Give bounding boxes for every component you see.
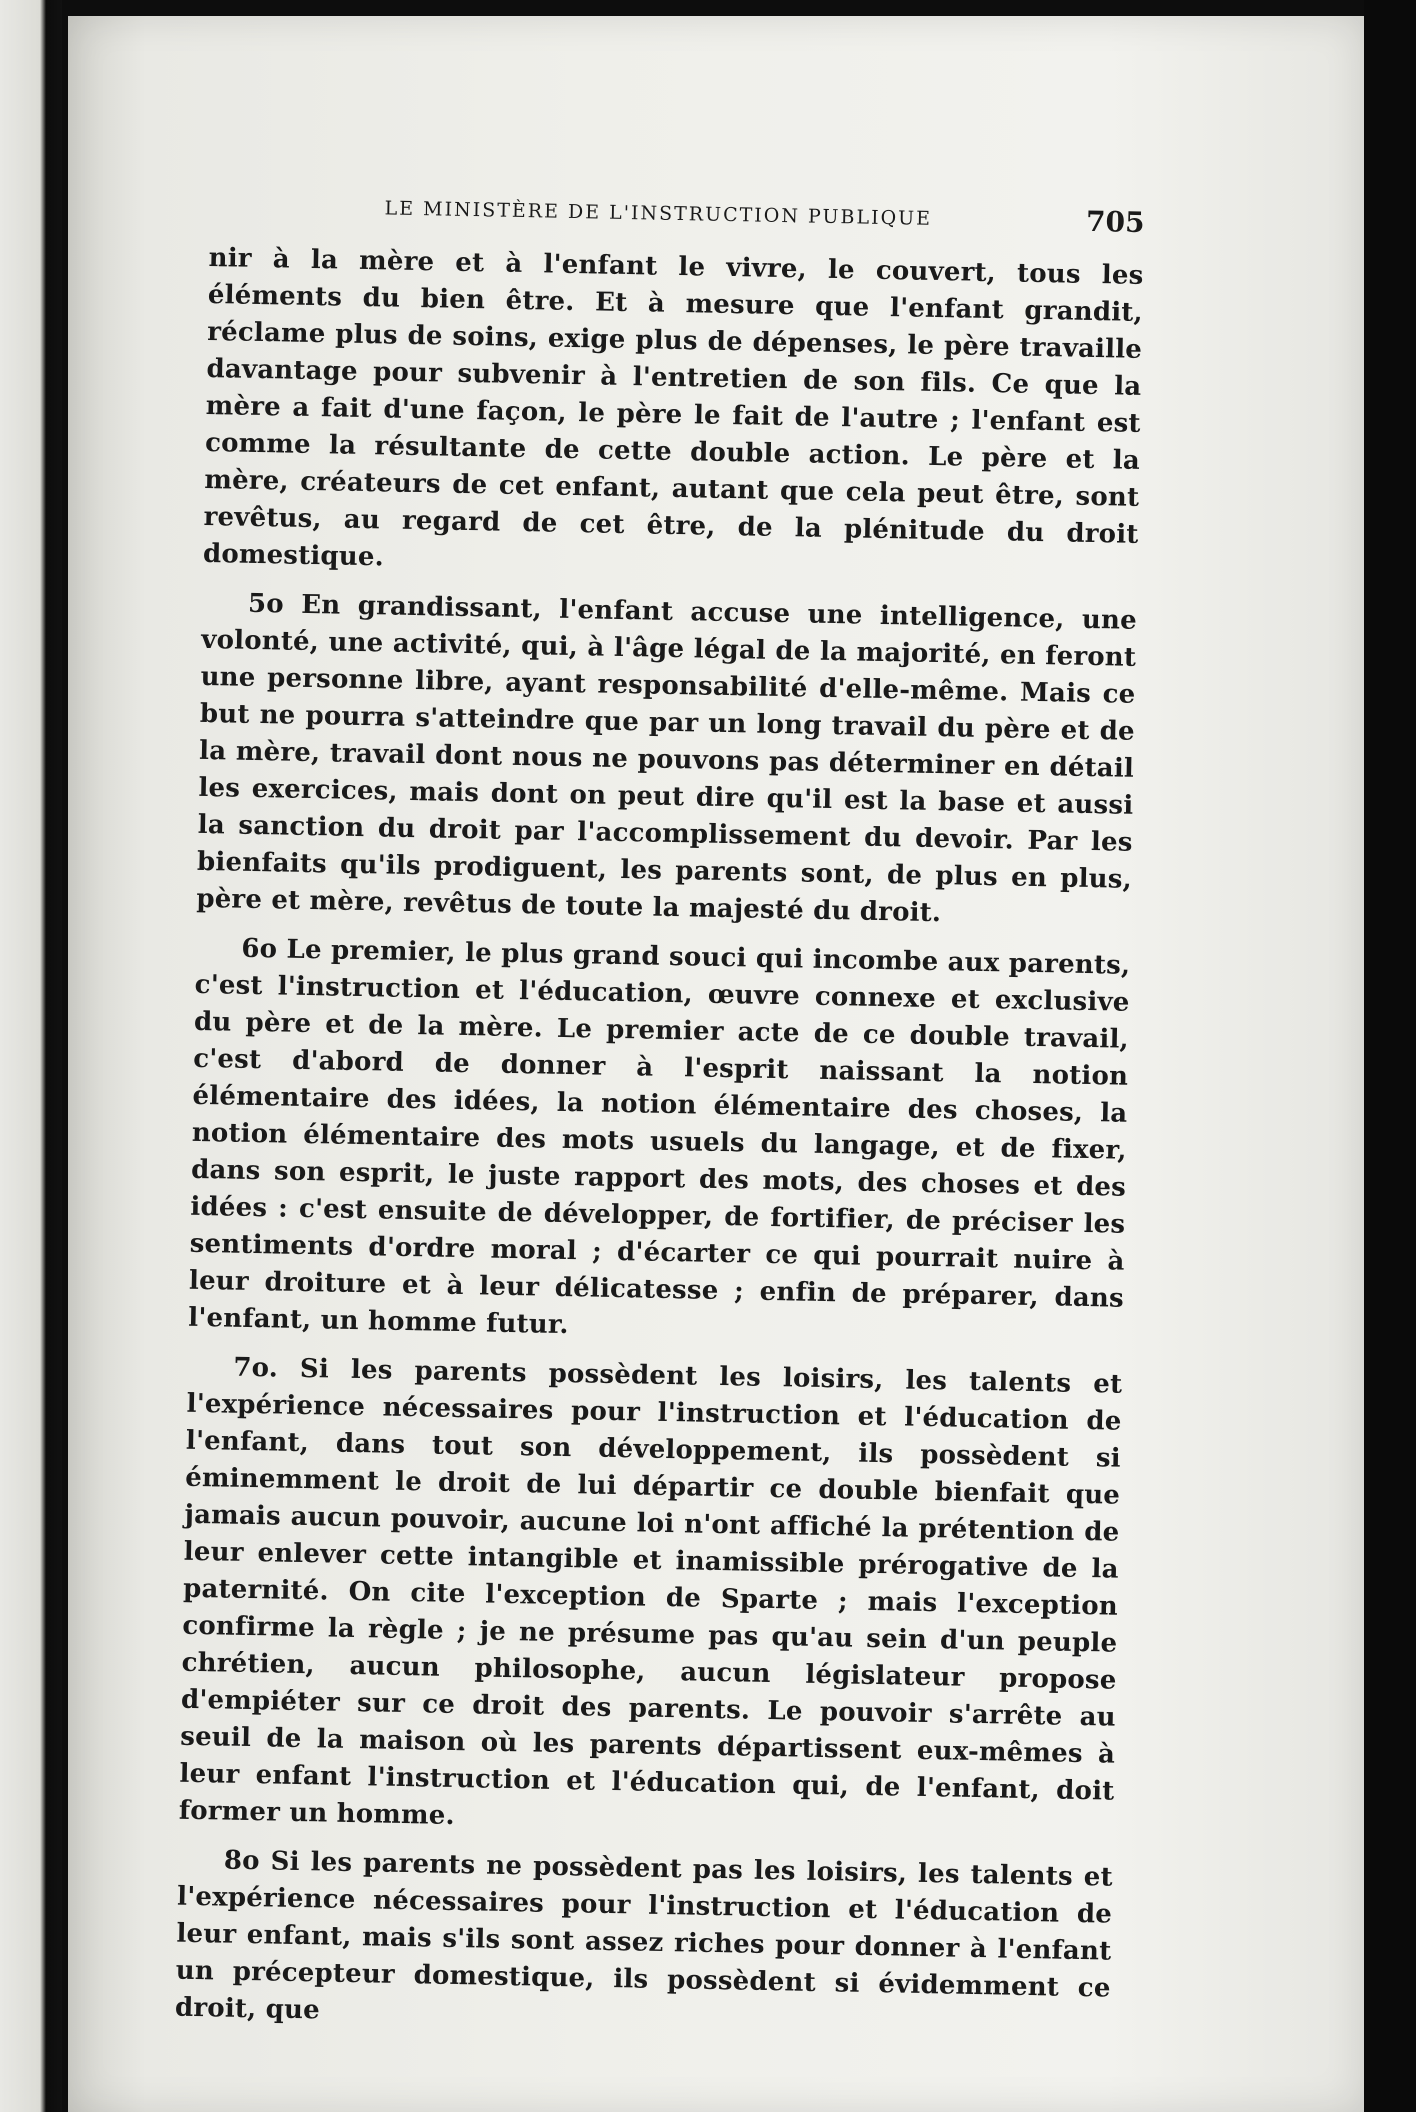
paragraph-5: 5o En grandissant, l'enfant accuse une intelligence, une volonté, une activité, qui, à l'âge légal de la majorité, en feront une personne libre, ayant responsabilité d'elle-même. Mais ce but ne pourra s'atteindre que par un long travail du père et de la mère, travail dont nous ne pouvons pas déterminer en détail les exercices, mais dont on peut dire qu'il est la base et aussi la sanction du droit par l'accomplissement du devoir. Par les bienfaits qu'ils prodiguent, les parents sont, de plus en plus, père et mère, revêtus de toute la majesté du droit.	[196, 588, 1138, 929]
page-content	[174, 188, 1144, 2057]
paragraph-7: 7o. Si les parents possèdent les loisirs, les talents et l'expérience nécessaires pour l'instruction et l'éducation de l'enfant, dans tout son développement, ils possèdent si éminemment le droit de lui départir ce double bienfait que jamais aucun pouvoir, aucune loi n'ont affiché la prétention de leur enlever cette intangible et inamissible prérogative de la paternité. On cite l'exception de Sparte ; mais l'exception confirme la règle ; je ne présume pas qu'au sein d'un peuple chrétien, aucun philosophe, aucun législateur propose d'empiéter sur ce droit des parents. Le pouvoir s'arrête au seuil de la maison où les parents départissent eux-mêmes à leur enfant l'instruction et l'éducation qui, de l'enfant, doit former un homme.	[178, 1352, 1123, 1831]
paragraph-continued: nir à la mère et à l'enfant le vivre, le couvert, tous les éléments du bien être. Et à mesure que l'enfant grandit, réclame plus de soins, exige plus de dépenses, le père travaille davantage pour subvenir à l'entretien de son fils. Ce que la mère a fait d'une façon, le père le fait de l'autre ; l'enfant est comme la résultante de cette double action. Le père et la mère, créateurs de cet enfant, autant que cela peut être, sont revêtus, au regard de cet être, de la plénitude du droit domestique.	[202, 242, 1144, 573]
paragraph-8: 8o Si les parents ne possèdent pas les loisirs, les talents et l'expérience nécessaires pour l'instruction et l'éducation de leur enfant, mais s'ils sont assez riches pour donner à l'enfant un précepteur domestique, ils possèdent si évidemment ce droit, que	[174, 1845, 1114, 2026]
page-number: 705	[1085, 204, 1145, 239]
paragraph-6: 6o Le premier, le plus grand souci qui incombe aux parents, c'est l'instruction et l'éducation, œuvre connexe et exclusive du père et de la mère. Le premier acte de ce double travail, c'est d'abord de donner à l'esprit naissant la notion élémentaire des idées, la notion élémentaire des choses, la notion élémentaire des mots usuels du langage, et de fixer, dans son esprit, le juste rapport des mots, des choses et des idées : c'est ensuite de développer, de fortifier, de préciser les sentiments d'ordre moral ; d'écarter ce qui pourrait nuire à leur droiture et à leur délicatesse ; enfin de préparer, dans l'enfant, un homme futur.	[188, 933, 1131, 1341]
running-title: LE MINISTÈRE DE L'INSTRUCTION PUBLIQUE	[384, 197, 933, 230]
scan-border	[1364, 0, 1416, 2112]
facing-page-edge	[0, 0, 62, 2112]
